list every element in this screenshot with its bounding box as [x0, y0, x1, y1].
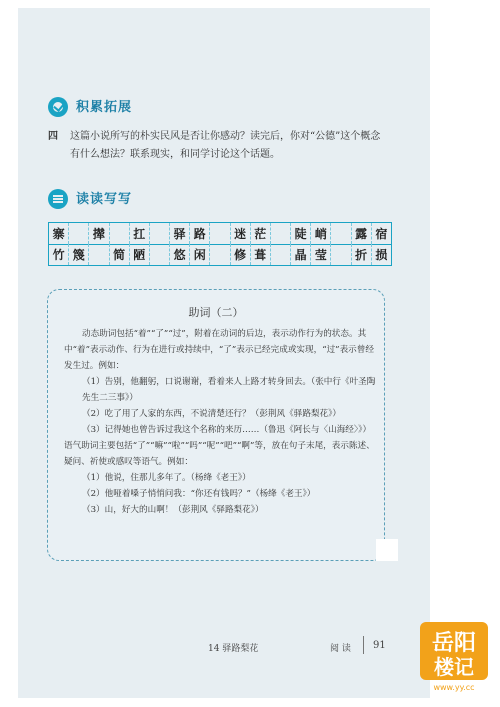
check-circle-icon — [48, 97, 68, 117]
character-row-2 — [49, 244, 391, 265]
grid-cell: 莹 — [311, 244, 331, 265]
grid-cell: 陡 — [291, 223, 311, 244]
example-3: （3）记得她也曾告诉过我这个名称的来历……（鲁迅《阿长与〈山海经〉》） — [82, 425, 372, 435]
grid-cell — [150, 244, 170, 265]
grid-cell: 寨 — [49, 223, 69, 244]
paragraph-modal-particles: 语气助词主要包括“了”“嘛”“啦”“吗”“呢”“吧”“啊”等，放在句子末尾，表示陈述、疑问、祈使或感叹等语气。例如： — [64, 441, 375, 467]
page-number: 91 — [373, 640, 386, 651]
grammar-note-body — [64, 326, 376, 518]
grid-cell: 扛 — [130, 223, 150, 244]
svg-text:www.yy.cc: www.yy.cc — [433, 683, 475, 692]
list-circle-icon — [48, 189, 68, 209]
example-6: （3）山，好大的山啊！（彭荆风《驿路梨花》） — [82, 505, 264, 515]
section-readwrite-title: 读读写写 — [76, 188, 132, 209]
grid-cell: 闲 — [190, 244, 210, 265]
grid-cell: 竹 — [49, 244, 69, 265]
grammar-note-box — [47, 289, 385, 561]
grid-cell: 露 — [352, 223, 372, 244]
watermark-logo — [414, 612, 494, 692]
grid-cell: 葺 — [251, 244, 271, 265]
grid-cell — [271, 223, 291, 244]
folded-corner — [376, 539, 398, 561]
grid-cell — [69, 223, 89, 244]
example-4: （1）他说，住那儿多年了。（杨绛《老王》） — [82, 473, 251, 483]
character-row-1 — [49, 223, 391, 245]
example-2: （2）吃了用了人家的东西，不说清楚还行？（彭荆风《驿路梨花》） — [82, 409, 341, 419]
question-number: 四 — [48, 131, 58, 142]
grid-cell — [210, 223, 230, 244]
grid-cell: 折 — [352, 244, 372, 265]
example-1: （1）告别，他翻躬，口说谢谢，看着来人上路才转身回去。（张中行《叶圣陶先生二三事》） — [82, 377, 376, 403]
footer-unit: 阅 读 — [330, 644, 351, 654]
grid-cell — [331, 223, 351, 244]
character-grid — [48, 222, 392, 266]
grid-cell: 晶 — [291, 244, 311, 265]
grid-cell: 悠 — [170, 244, 190, 265]
grid-cell: 撵 — [89, 223, 109, 244]
grammar-note-title: 助词（二） — [188, 306, 244, 319]
section-accumulate-title: 积累拓展 — [76, 96, 132, 117]
grid-cell: 陋 — [130, 244, 150, 265]
question-line-2: 有什么想法？联系现实，和同学讨论这个话题。 — [70, 149, 280, 160]
svg-text:楼记: 楼记 — [434, 655, 474, 679]
section-readwrite-header — [48, 188, 132, 209]
paragraph-dynamic-particles: 动态助词包括“着”“了”“过”，附着在动词的后边，表示动作行为的状态。其中“着”表示动作、行为在进行或持续中，“了”表示已经完成或实现，“过”表示曾经发生过。例如： — [64, 329, 374, 371]
example-5: （2）他哑着嗓子悄悄问我：“你还有钱吗？”（杨绛《老王》） — [82, 489, 316, 499]
grid-cell: 修 — [231, 244, 251, 265]
grid-cell: 宿 — [375, 227, 388, 241]
grid-cell: 峭 — [311, 223, 331, 244]
grid-cell — [89, 244, 109, 265]
footer-lesson: 14 驿路梨花 — [208, 644, 259, 654]
grid-cell — [331, 244, 351, 265]
grid-cell: 路 — [190, 223, 210, 244]
section-accumulate-header — [48, 96, 132, 117]
grid-cell: 损 — [375, 248, 388, 262]
grid-cell — [150, 223, 170, 244]
grid-cell — [271, 244, 291, 265]
grid-cell — [210, 244, 230, 265]
grid-cell — [110, 223, 130, 244]
footer-divider — [363, 636, 364, 654]
grid-cell: 驿 — [170, 223, 190, 244]
question-line-1: 这篇小说所写的朴实民风是否让你感动？读完后，你对“公德”这个概念 — [70, 131, 381, 142]
grid-cell: 简 — [110, 244, 130, 265]
svg-text:岳阳: 岳阳 — [431, 631, 477, 656]
grid-cell: 茫 — [251, 223, 271, 244]
grid-cell: 迷 — [231, 223, 251, 244]
discussion-question — [48, 128, 398, 164]
grid-cell: 篾 — [69, 244, 89, 265]
